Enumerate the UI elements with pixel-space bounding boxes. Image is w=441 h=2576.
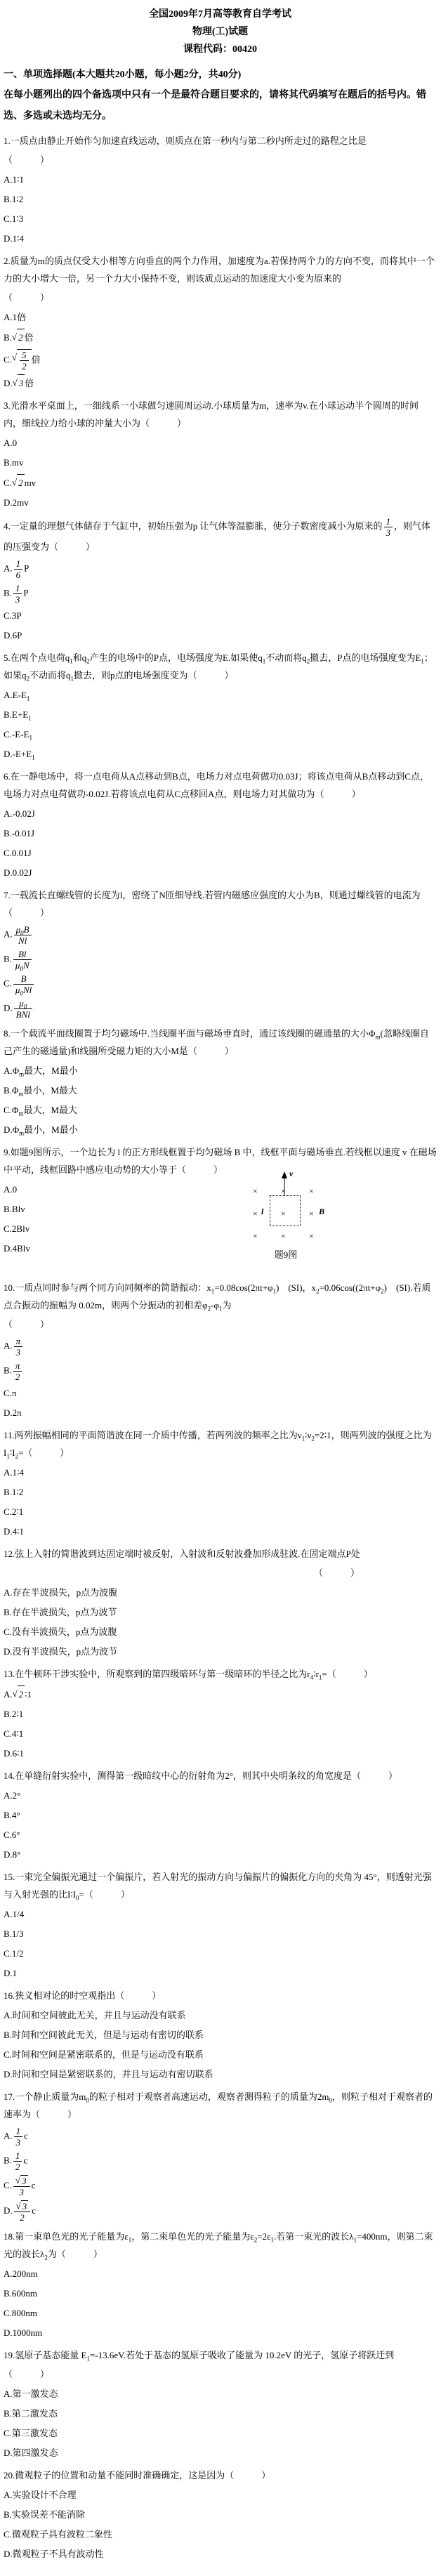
option-D: D.1 bbox=[4, 1968, 18, 1978]
fraction: $\frac{\mu_0B}{Nl}$ bbox=[14, 924, 32, 946]
option-D: D.√ 3 倍 bbox=[4, 374, 437, 392]
options-list bbox=[4, 1169, 437, 1274]
options-list bbox=[4, 687, 437, 763]
option-B: B. $\frac{1}{3}$ P bbox=[4, 583, 29, 605]
option-D: D.4∶1 bbox=[4, 1526, 25, 1537]
option-B: B.2∶1 bbox=[4, 1709, 24, 1719]
options-list bbox=[4, 1464, 437, 1540]
question-text: 9.如题9图所示，一个边长为 l 的正方形线框置于均匀磁场 B 中，线框平面与磁场垂直.若线框以速度 v 在磁场中平动，线框回路中感应电动势的大小等于（ ） bbox=[4, 1147, 437, 1175]
question-text: 2.质量为m的质点仅受大小相等方向垂直的两个力作用，加速度为a.若保持两个力的方向不变，而将其中一个力的大小增大一倍，另一个力大小保持不变，则该质点运动的加速度大小变为原来的 bbox=[4, 256, 435, 284]
question-text: 10.一质点同时参与两个同方向同频率的简谐振动：$x_1=0.08\cos(2\pi t+\varphi_1)$ (SI)，$x_2=0.06\cos((2\pi t+\varphi_2)$ (SI).若质点合振动的振幅为 0.02m，则两个分振动的初相差$\varphi_2-\varphi_1$为 bbox=[4, 1282, 431, 1313]
option-A: A.200nm bbox=[4, 2268, 38, 2279]
field-into-page-cross-icon: × bbox=[309, 1231, 314, 1241]
question-14 bbox=[4, 1767, 437, 1863]
options-list bbox=[4, 2007, 437, 2083]
option-A: A.存在半波损失，p点为波腹 bbox=[4, 1587, 118, 1598]
field-into-page-cross-icon: × bbox=[281, 1186, 286, 1196]
option-D: D.6∶1 bbox=[4, 1748, 25, 1759]
question-text: 20.微观粒子的位置和动量不能同时准确确定，这是因为（ ） bbox=[4, 2470, 271, 2480]
option-C: C.√ 2 mv bbox=[4, 474, 437, 492]
options-list bbox=[4, 2266, 437, 2341]
option-A: A. $\frac{1}{6}$ P bbox=[4, 558, 29, 580]
question-text: 17.一个静止质量为$m_0$的粒子相对于观察者高速运动，观察者测得粒子的质量为$2m_0$，则粒子相对于观察者的速率为（ ） bbox=[4, 2091, 433, 2120]
option-D: $D.-E+E_1$ bbox=[4, 749, 35, 761]
option-B: B.-0.01J bbox=[4, 828, 35, 839]
option-D: D.0.02J bbox=[4, 867, 32, 878]
question-7 bbox=[4, 886, 437, 1020]
question-9 bbox=[4, 1143, 437, 1274]
section-heading: 一、单项选择题(本大题共20小题，每小题2分，共40分) bbox=[4, 70, 242, 80]
option-B: B.时间和空间彼此无关，但是与运动有密切的联系 bbox=[4, 2030, 204, 2040]
option-B: B.1∶2 bbox=[4, 1487, 24, 1497]
option-B: B. $\frac{1}{2}$ c bbox=[4, 2150, 28, 2172]
option-B: B.第二激发态 bbox=[4, 2408, 58, 2419]
option-B: B.600nm bbox=[4, 2288, 38, 2299]
magnetic-field-label: B bbox=[319, 1207, 325, 1216]
option-B: B. $\frac{\pi}{2}$ bbox=[4, 1360, 437, 1382]
wire-loop bbox=[270, 1195, 301, 1226]
option-C: C.3P bbox=[4, 610, 22, 621]
sqrt: √ 2 bbox=[13, 1685, 25, 1703]
question-text: 16.狭义相对论的时空观指出（ ） bbox=[4, 1990, 162, 2001]
options-list bbox=[4, 2126, 437, 2223]
option-D: D.2π bbox=[4, 1407, 22, 1418]
option-B: B.1/3 bbox=[4, 1928, 24, 1939]
options-list bbox=[4, 435, 437, 511]
option-D: D. $\frac{\mu_0}{\text{BNl}}$ bbox=[4, 998, 437, 1020]
fraction: $\frac{1}{3}$ bbox=[13, 583, 22, 605]
option-B: B.4° bbox=[4, 1810, 20, 1820]
option-A: A.√ 2 ∶1 bbox=[4, 1685, 437, 1703]
option-D: $D.\Phi_m$最小，M最小 bbox=[4, 1124, 78, 1137]
fraction: $\frac{1}{6}$ bbox=[14, 558, 23, 580]
option-D: D.第四激发态 bbox=[4, 2447, 58, 2458]
option-C: C. $\frac{B}{\mu_0Nl}$ bbox=[4, 973, 437, 995]
question-text: 1.一质点由静止开始作匀加速直线运动，则质点在第一秒内与第二秒内所走过的路程之比是 bbox=[4, 136, 367, 146]
question-text: 6.在一静电场中，将一点电荷从A点移动到B点，电场力对点电荷做功0.03J；将该点电荷从B点移动到C点，电场力对点电荷做功-0.02J.若将该点电荷从C点移回A点，则电场力对其做功为（ ） bbox=[4, 771, 429, 799]
question-12 bbox=[4, 1545, 437, 1660]
answer-bracket: （ ） bbox=[4, 2369, 50, 2379]
question-11 bbox=[4, 1426, 437, 1540]
question-5 bbox=[4, 649, 437, 763]
option-A: A.-0.02J bbox=[4, 808, 35, 819]
option-C: C.1/2 bbox=[4, 1948, 24, 1959]
questions-list bbox=[4, 132, 437, 2563]
field-into-page-cross-icon: × bbox=[281, 1209, 286, 1218]
fraction: $\frac{\mu_0}{\text{BNl}}$ bbox=[14, 998, 32, 1020]
velocity-label: v bbox=[289, 1169, 294, 1178]
velocity-arrow-icon bbox=[280, 1171, 289, 1198]
options-list bbox=[4, 1787, 437, 1863]
options-list bbox=[4, 1584, 437, 1660]
sqrt: √ 2 bbox=[12, 329, 25, 346]
option-A: A. $\frac{1}{3}$ c bbox=[4, 2126, 28, 2148]
field-into-page-cross-icon: × bbox=[309, 1209, 314, 1218]
option-C: C.4∶1 bbox=[4, 1728, 24, 1739]
option-C: C.6° bbox=[4, 1829, 20, 1840]
exam-subtitle: 物理(工)试题 bbox=[192, 27, 249, 37]
question-6 bbox=[4, 768, 437, 881]
option-D: D.1000nm bbox=[4, 2327, 43, 2338]
options-list bbox=[4, 2487, 437, 2563]
field-into-page-cross-icon: × bbox=[253, 1186, 258, 1196]
option-A: A.2° bbox=[4, 1790, 21, 1801]
option-D: D.4Blv bbox=[4, 1243, 30, 1254]
option-A: A.1∶4 bbox=[4, 1467, 25, 1478]
question-1 bbox=[4, 132, 437, 247]
question-text: 11.两列振幅相同的平面简谐波在同一介质中传播，若两列波的频率之比为$\nu_1∶\nu_2=2∶1$，则两列波的强度之比为$I_1∶I_2=$（ ） bbox=[4, 1430, 432, 1460]
fraction: $\frac{1}{3}$ bbox=[14, 2126, 23, 2148]
option-C: C.时间和空间是紧密联系的，但是与运动没有联系 bbox=[4, 2049, 204, 2060]
options-list bbox=[4, 2386, 437, 2462]
option-D: D.8° bbox=[4, 1849, 21, 1860]
option-A: A.1∶1 bbox=[4, 174, 25, 185]
options-list bbox=[4, 924, 437, 1020]
option-C: C.2∶1 bbox=[4, 1506, 24, 1517]
option-B: $B.\Phi_m$最小，M最大 bbox=[4, 1085, 78, 1098]
answer-bracket: （ ） bbox=[313, 1568, 360, 1578]
answer-bracket: （ ） bbox=[4, 155, 50, 165]
options-list bbox=[4, 171, 437, 247]
option-C: C.0.01J bbox=[4, 848, 32, 858]
field-into-page-cross-icon: × bbox=[253, 1209, 258, 1218]
option-B: B. $\frac{Bl}{\mu_0N}$ bbox=[4, 949, 437, 971]
option-B: B.√ 2 倍 bbox=[4, 329, 437, 346]
question-text: 3.光滑水平桌面上，一细线系一小球做匀速圆周运动.小球质量为m，速率为v.在小球运动半个圆周的时间内，细线拉力给小球的冲量大小为（ ） bbox=[4, 400, 419, 428]
option-A: A. $\frac{\pi}{3}$ bbox=[4, 1336, 437, 1358]
question-text: 15.一束完全偏振光通过一个偏振片，若入射光的振动方向与偏振片的偏振化方向的夹角为 45°，则透射光强与入射光强的比$I∶I_0=$（ ） bbox=[4, 1872, 432, 1902]
question-4 bbox=[4, 516, 437, 644]
option-B: B.Blv bbox=[4, 1204, 25, 1214]
answer-bracket: （ ） bbox=[4, 1319, 50, 1329]
question-9-figure bbox=[246, 1170, 338, 1263]
option-A: A.第一激发态 bbox=[4, 2388, 58, 2399]
option-A: A. $\frac{\mu_0B}{Nl}$ bbox=[4, 924, 437, 946]
option-A: A.时间和空间彼此无关，并且与运动没有联系 bbox=[4, 2010, 186, 2020]
question-20 bbox=[4, 2466, 437, 2563]
exam-title: 全国2009年7月高等教育自学考试 bbox=[149, 9, 291, 20]
question-text: 5.在两个点电荷$q_1$和$q_2$产生的电场中的P点，电场强度为E.如果使$q_1$不动而将$q_2$撤去，P点的电场强度变为$E_1$；如果$q_2$不动而将$q_1$撤去，则p点的电场强度变为（ ） bbox=[4, 652, 433, 683]
question-text: 7.一载流长直螺线管的长度为l，密绕了N匝细导线.若管内磁感应强度的大小为B，则通过螺线管的电流为（ ） bbox=[4, 890, 421, 918]
question-2 bbox=[4, 252, 437, 392]
option-D: D.6P bbox=[4, 630, 22, 640]
option-C: C.第三激发态 bbox=[4, 2428, 58, 2438]
option-B: B.实验误差不能消除 bbox=[4, 2509, 85, 2520]
option-D: D.时间和空间是紧密联系的，并且与运动有密切联系 bbox=[4, 2069, 213, 2079]
fraction: $\frac{√ 3}{3}$ bbox=[13, 2175, 30, 2197]
option-C: $C.-E-E_1$ bbox=[4, 729, 32, 742]
option-C: C.2Blv bbox=[4, 1223, 30, 1234]
figure-caption: 题9图 bbox=[274, 1249, 298, 1260]
option-C: C.没有半波损失，p点为波腹 bbox=[4, 1627, 117, 1637]
option-B: B.mv bbox=[4, 457, 24, 468]
answer-bracket: （ ） bbox=[4, 292, 50, 303]
question-15 bbox=[4, 1868, 437, 1982]
option-D: D.2mv bbox=[4, 497, 29, 508]
option-D: D.微观粒子不具有波动性 bbox=[4, 2549, 104, 2559]
field-into-page-cross-icon: × bbox=[309, 1186, 314, 1196]
options-list bbox=[4, 558, 437, 644]
option-A: A.1/4 bbox=[4, 1909, 25, 1919]
fraction: $\frac{1}{3}$ bbox=[384, 516, 393, 538]
option-A: A.0 bbox=[4, 438, 18, 448]
option-C: C.√ $\frac{5}{2}$ 倍 bbox=[4, 350, 41, 372]
question-text: 14.在单缝衍射实验中，测得第一级暗纹中心的衍射角为2°，则其中央明条纹的角宽度是（ ） bbox=[4, 1770, 397, 1781]
option-A: A.0 bbox=[4, 1184, 18, 1195]
option-C: C.1∶3 bbox=[4, 213, 24, 224]
option-C: C.800nm bbox=[4, 2308, 38, 2318]
option-C: C.微观粒子具有波粒二象性 bbox=[4, 2529, 112, 2539]
sqrt-fraction: √ $\frac{5}{2}$ bbox=[12, 349, 32, 372]
option-A: $A.E-E_1$ bbox=[4, 690, 30, 702]
sqrt: √ 3 bbox=[13, 374, 25, 392]
option-B: B.1∶2 bbox=[4, 194, 24, 204]
question-18 bbox=[4, 2228, 437, 2341]
fraction: $\frac{√ 3}{2}$ bbox=[14, 2200, 31, 2223]
option-D: D.没有半波损失，p点为波节 bbox=[4, 1646, 118, 1657]
section-instructions: 在每小题列出的四个备选项中只有一个是最符合题目要求的，请将其代码填写在题后的括号内。错选、多选或未选均无分。 bbox=[4, 90, 426, 121]
fraction: $\frac{Bl}{\mu_0N}$ bbox=[13, 949, 32, 971]
question-text: 18.第一束单色光的光子能量为$\varepsilon_1$，第二束单色光的光子能量为$\varepsilon_2=2\varepsilon_1$.若第一束光的波长$\lambda_1=400nm$，则第二束光的波长$\lambda_2$为（ ） bbox=[4, 2231, 433, 2261]
question-8 bbox=[4, 1025, 437, 1138]
options-list bbox=[4, 309, 437, 392]
option-C: C.π bbox=[4, 1388, 17, 1398]
question-text: 12.弦上入射的简谐波到达固定端时被反射，入射波和反射波叠加形成驻波.在固定端点P处 bbox=[4, 1549, 360, 1559]
fraction: $\frac{\pi}{3}$ bbox=[14, 1336, 23, 1358]
question-text: 13.在牛顿环干涉实验中，所观察到的第四级暗环与第一级暗环的半径之比为$r_4∶r_1=$（ ） bbox=[4, 1669, 373, 1681]
option-D: D. $\frac{√ 3}{2}$ c bbox=[4, 2200, 37, 2223]
sqrt: √ 2 bbox=[12, 474, 25, 492]
options-list bbox=[4, 1906, 437, 1982]
option-B: $B.E+E_1$ bbox=[4, 709, 32, 722]
field-into-page-cross-icon: × bbox=[253, 1231, 258, 1241]
option-C: C. $\frac{√ 3}{3}$ c bbox=[4, 2175, 36, 2197]
question-text: 8.一个载流平面线圈置于均匀磁场中.当线圈平面与磁场垂直时，通过该线圈的磁通量的大小$\Phi_m$(忽略线圈自己产生的磁通量)和线圈所受磁力矩的大小M是（ ） bbox=[4, 1028, 429, 1056]
question-text: 19.氢原子基态能量 $E_1=-13.6eV$.若处于基态的氢原子吸收了能量为 10.2eV 的光子，氢原子将跃迁到 bbox=[4, 2350, 395, 2363]
options-list bbox=[4, 1336, 437, 1421]
fraction: $\frac{\pi}{2}$ bbox=[13, 1360, 22, 1382]
fraction: $\frac{1}{2}$ bbox=[13, 2150, 22, 2172]
option-C: $C.\Phi_m$最大，M最大 bbox=[4, 1105, 78, 1117]
question-16 bbox=[4, 1987, 437, 2083]
question-3 bbox=[4, 397, 437, 511]
side-length-label: l bbox=[261, 1207, 264, 1216]
options-list bbox=[4, 806, 437, 881]
options-list bbox=[4, 1685, 437, 1762]
question-19 bbox=[4, 2346, 437, 2462]
question-13 bbox=[4, 1665, 437, 1762]
course-code: 课程代码：00420 bbox=[183, 44, 257, 55]
sqrt: √ 3 bbox=[15, 2175, 27, 2186]
options-list bbox=[4, 1063, 437, 1138]
fraction: $\frac{B}{\mu_0Nl}$ bbox=[13, 973, 34, 995]
question-17 bbox=[4, 2088, 437, 2223]
option-A: $A.\Phi_m$最大，M最小 bbox=[4, 1065, 78, 1078]
option-A: A.实验设计不合理 bbox=[4, 2490, 77, 2500]
question-text: 4.一定量的理想气体储存于气缸中，初始压强为p 让气体等温膨胀，使分子数密度减小为原来的 $\frac{1}{3}$ ，则气体的压强变为（ ） bbox=[4, 516, 431, 552]
sqrt: √ 3 bbox=[15, 2200, 27, 2212]
field-into-page-cross-icon: × bbox=[281, 1231, 286, 1241]
option-B: B.存在半波损失，p点为波节 bbox=[4, 1607, 117, 1617]
option-A: A.1倍 bbox=[4, 312, 27, 322]
question-10 bbox=[4, 1279, 437, 1421]
option-D: D.1∶4 bbox=[4, 233, 25, 244]
